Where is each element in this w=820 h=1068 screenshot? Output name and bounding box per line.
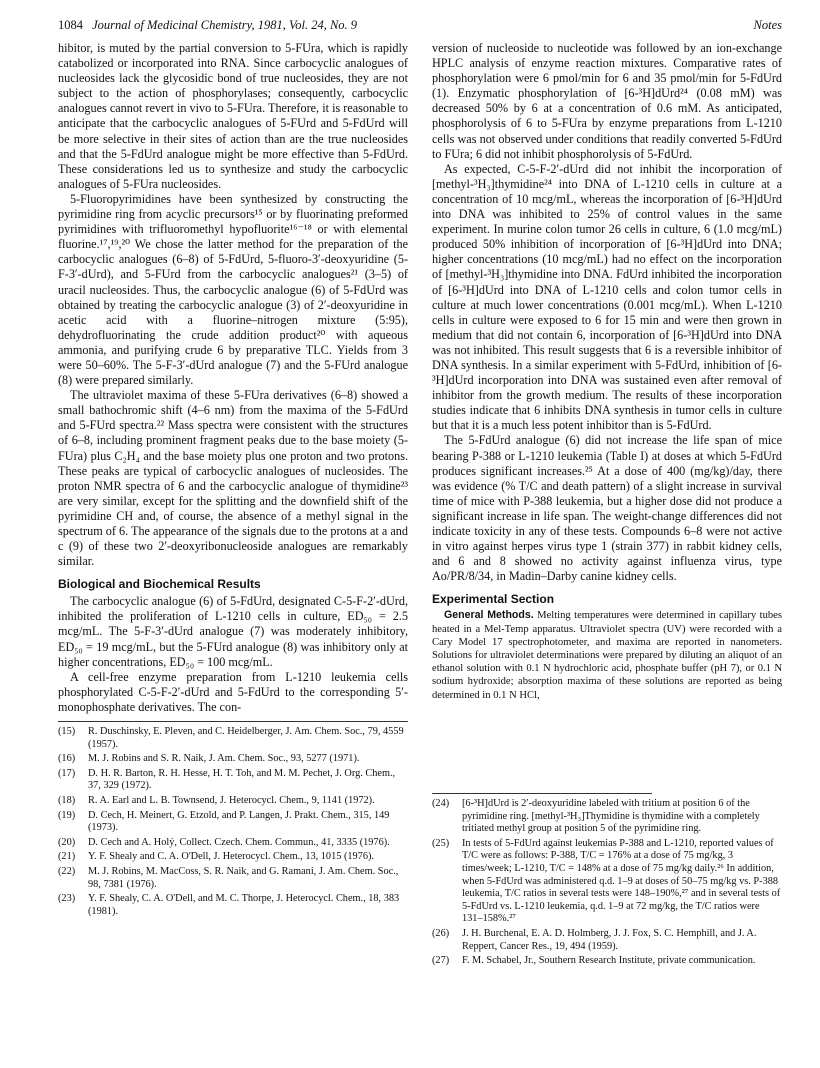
footnote <box>58 810 408 835</box>
footnote <box>432 955 782 968</box>
footnote-text: D. H. R. Barton, R. H. Hesse, H. T. Toh, and M. M. Pechet, J. Org. Chem., 37, 329 (1972). <box>88 767 396 792</box>
footnote <box>58 726 408 751</box>
footnote-text: In tests of 5-FdUrd against leukemias P-388 and L-1210, reported values of T/C were as follows: P-388, T/C = 176% at a dose of 75 mg/kg, 3 times/week; L-1210, T/C = 148% at a dose of 75 mg/kg daily.²⁶ In addition, when 5-FdUrd was administered q.d. 1–9 at doses of 50–75 mg/kg vs. P-388 leukemia, T/C ratios in several tests were 148–190%,²⁷ and in several tests of 5-FdUrd vs. L-1210 leukemia, q.d. 1–9 at 72 mg/kg, the T/C ratios were 131–158%.²⁷ <box>462 837 781 925</box>
footnote <box>432 798 782 836</box>
footnote-text: Y. F. Shealy, C. A. O'Dell, and M. C. Thorpe, J. Heterocycl. Chem., 18, 383 (1981). <box>88 893 400 917</box>
footnote-text: Y. F. Shealy and C. A. O'Dell, J. Heterocycl. Chem., 13, 1015 (1976). <box>88 851 374 863</box>
footnote-text: [6-³H]dUrd is 2′-deoxyuridine labeled with tritium at position 6 of the pyrimidine ring. [methyl-³H₃]Thymidine is thymidine with a completely tritiated methyl group at position 5 of the pyrimidine ring. <box>462 798 760 835</box>
footnote-text: J. H. Burchenal, E. A. D. Holmberg, J. J. Fox, S. C. Hemphill, and J. A. Reppert, Cancer Res., 19, 494 (1959). <box>462 927 757 952</box>
footnote <box>432 928 782 953</box>
paragraph: The ultraviolet maxima of these 5-FUra derivatives (6–8) showed a small bathochromic shift (4–6 nm) from the maxima of the 5-FdUrd and 5-FUrd spectra.²² Mass spectra were consistent with the structures of 6–8, including prominent fragment peaks due to the base moiety (5-FUra) plus C₂H₄ and the base moiety plus one proton and two protons. These peaks are typical of carbocyclic analogues of nucleosides. The proton NMR spectra of 6 and the carbocyclic analogue of thymidine²³ are very similar, except for the splitting and the downfield shift of the pyrimidine CH and, of course, the absence of a methyl signal in the spectrum of 6. The appearance of the signals due to the protons at a and c (9) of these two 2′-deoxyribonucleoside analogues are remarkably similar. <box>58 388 408 569</box>
footnote-rule <box>432 793 652 794</box>
footnote-number: (24) <box>432 798 450 810</box>
footnote-number: (26) <box>432 927 450 939</box>
experimental-text: Melting temperatures were determined in capillary tubes heated in a Mel-Temp apparatus. Ultraviolet spectra (UV) were recorded with a Cary Model 17 spectrophotometer, and maxima are reported in nanometers. Solutions for ultraviolet determinations were prepared by diluting an aliquot of an ethanol solution with 0.1 N hydrochloric acid, phosphate buffer (pH 7), or 0.1 N sodium hydroxide; absorption maxima of these solutions are reported as being determined in 0.1 N HCl, <box>432 610 782 701</box>
paragraph: The carbocyclic analogue (6) of 5-FdUrd, designated C-5-F-2′-dUrd, inhibited the proliferation of L-1210 cells in culture, ED₅₀ = 2.5 mcg/mL. The 5-F-3′-dUrd analogue (7) was moderately inhibitory, ED₅₀ = 19 mcg/mL, but the 5-FUrd analogue (8) was inhibitory only at higher concentrations, ED₅₀ = 100 mcg/mL. <box>58 594 408 669</box>
footnotes-left <box>58 721 408 970</box>
paragraph: The 5-FdUrd analogue (6) did not increase the life span of mice bearing P-388 or L-1210 leukemia (Table I) at doses at which 5-FdUrd produces significant increases.²⁵ At a dose of 400 (mg/kg)/day, there was evidence (% T/C and death pattern) of a slight increase in survival time of mice with P-388 leukemia, but a higher dose did not produce a significant increase in life span. The weight-change differences did not indicate toxicity in any of these tests. Compounds 6–8 were not active in vitro against herpes virus type 1 (strain 377) in rabbit kidney cells, and 6 and 8 showed no activity against influenza virus, type Ao/PR/8/34, in Madin–Darby canine kidney cells. <box>432 433 782 584</box>
section-heading: Biological and Biochemical Results <box>58 577 261 592</box>
paragraph: As expected, C-5-F-2′-dUrd did not inhibit the incorporation of [methyl-³H₃]thymidine²⁴ into DNA of L-1210 cells in culture at a concentration of 10 mcg/mL, whereas the incorporation of [6-³H]dUrd into DNA was inhibited to 25% of control values in the same experiment. In murine colon tumor 26 cells in culture, 6 (1.0 mcg/mL) produced 50% inhibition of incorporation of [6-³H]dUrd into DNA; higher concentrations (10 mcg/mL) had no effect on the incorporation of [methyl-³H₃]thymidine into DNA. FdUrd inhibited the incorporation of [6-³H]dUrd into DNA of L-1210 cells and colon tumor cells in culture at much lower concentrations (0.001 mcg/mL). When L-1210 cells in culture were exposed to 6 for 15 min and were then grown in medium that did not contain 6, incorporation of [6-³H]dUrd into DNA was not inhibited. This result suggests that 6 is a reversible inhibitor of DNA synthesis. In a similar experiment with 5-FdUrd, inhibition of [6-³H]dUrd incorporation into DNA was sustained even after removal of inhibitor from the growth medium. The results of these incorporation studies indicate that 6 inhibits DNA synthesis in tumor cells in culture but that it is a much less potent inhibitor than is 5-FdUrd. <box>432 161 782 433</box>
footnotes <box>58 721 782 970</box>
footnote <box>58 893 408 918</box>
footnote-text: R. A. Earl and L. B. Townsend, J. Heterocycl. Chem., 9, 1141 (1972). <box>88 795 375 806</box>
footnote <box>58 866 408 891</box>
header-left <box>58 18 357 33</box>
section-label: Notes <box>753 18 782 32</box>
paragraph: hibitor, is muted by the partial conversion to 5-FUra, which is rapidly catabolized or incorporated into RNA. Since carbocyclic analogues of nucleosides lack the glycosidic bond of true nucleosides, they are not subject to the action of phosphorylases; consequently, carbocyclic analogues cannot revert in vivo to 5-FUra. Therefore, it is reasonable to anticipate that the carbocyclic analogues of 5-FUrd and 5-FdUrd will be more selective in their sites of action than are the true nucleosides and that the 5-FdUrd analogue might be more effective than 5-FdUrd. These considerations led us to synthesize and study the carbocyclic analogues of 5-FUra nucleosides. <box>58 41 408 191</box>
footnote-number: (25) <box>432 837 450 849</box>
footnote-number: (23) <box>58 893 76 905</box>
footnote-number: (22) <box>58 865 76 877</box>
left-column <box>58 41 408 715</box>
footnote-text: R. Duschinsky, E. Pleven, and C. Heidelberger, J. Am. Chem. Soc., 79, 4559 (1957). <box>88 726 404 750</box>
footnote-text: F. M. Schabel, Jr., Southern Research Institute, private communication. <box>462 955 756 967</box>
footnote-number: (16) <box>58 753 76 765</box>
body-columns <box>58 41 782 715</box>
footnote <box>432 838 782 926</box>
footnote <box>58 795 408 808</box>
footnote <box>58 768 408 793</box>
footnote-number: (18) <box>58 795 76 806</box>
footnote-text: M. J. Robins and S. R. Naik, J. Am. Chem. Soc., 93, 5277 (1971). <box>88 753 360 765</box>
right-column <box>432 41 782 715</box>
page-number: 1084 <box>58 18 83 32</box>
paragraph: A cell-free enzyme preparation from L-1210 leukemia cells phosphorylated C-5-F-2′-dUrd and 5-FdUrd to the corresponding 5′-monophosphate derivatives. The con- <box>58 669 408 714</box>
footnote-number: (27) <box>432 955 450 967</box>
footnote <box>58 753 408 766</box>
footnote-text: D. Cech and A. Holý, Collect. Czech. Chem. Commun., 41, 3335 (1976). <box>88 836 390 848</box>
footnote-rule <box>58 721 408 722</box>
footnote-number: (17) <box>58 767 76 779</box>
footnote <box>58 837 408 850</box>
paragraph: version of nucleoside to nucleotide was followed by an ion-exchange HPLC analysis of enzyme reaction mixtures. Comparative rates of phosphorylation were 6 pmol/min for 6 and 35 pmol/min for 5-FdUrd (1). Enzymatic phosphorylation of [6-³H]dUrd²⁴ (0.08 mM) was decreased 50% by 6 at a concentration of 0.6 mM. As anticipated, phosphorolysis of 6 to 5-FUra by enzyme preparations from L-1210 cells was not observed under conditions that readily converted 5-FdUrd to FUra; 6 did not inhibit phosphorolysis of 5-FdUrd. <box>432 41 782 161</box>
footnote-number: (20) <box>58 836 76 848</box>
running-header <box>58 18 782 33</box>
footnote <box>58 851 408 864</box>
footnote-number: (15) <box>58 726 76 738</box>
paragraph: 5-Fluoropyrimidines have been synthesized by constructing the pyrimidine ring from acyclic precursors¹⁵ or by fluorinating preformed pyrimidines with trifluoromethyl hypofluorite¹⁶⁻¹⁸ or with elemental fluorine.¹⁷,¹⁹,²⁰ We chose the latter method for the preparation of the carbocyclic analogues (6–8) of 5-FdUrd, 5-fluoro-3′-deoxyuridine (5-F-3′-dUrd), and 5-FUrd from the carbocyclic analogues²¹ (3–5) of uracil nucleosides. Thus, the carbocyclic analogue (6) of 5-FdUrd was obtained by treating the carbocyclic analogue (3) of 2′-deoxyuridine in acetic acid with a fluorine–nitrogen mixture (5:95), dehydrofluorinating the crude addition product²⁰ with aqueous ammonia, and purifying crude 6 by preparative TLC. Yields from 3 were 50–60%. The 5-F-3′-dUrd analogue (7) and the 5-FUrd analogue (8) were prepared similarly. <box>58 191 408 388</box>
footnote-text: M. J. Robins, M. MacCoss, S. R. Naik, and G. Ramani, J. Am. Chem. Soc., 98, 7381 (1976). <box>88 865 399 890</box>
footnote-text: D. Cech, H. Meinert, G. Etzold, and P. Langen, J. Prakt. Chem., 315, 149 (1973). <box>88 809 390 834</box>
footnote-number: (19) <box>58 809 76 821</box>
journal-citation: Journal of Medicinal Chemistry, 1981, Vol. 24, No. 9 <box>92 18 358 32</box>
footnotes-right <box>432 721 782 970</box>
footnote-number: (21) <box>58 851 76 863</box>
run-in-heading: General Methods. <box>444 609 534 622</box>
section-heading: Experimental Section <box>432 592 555 607</box>
experimental-paragraph <box>432 609 782 701</box>
